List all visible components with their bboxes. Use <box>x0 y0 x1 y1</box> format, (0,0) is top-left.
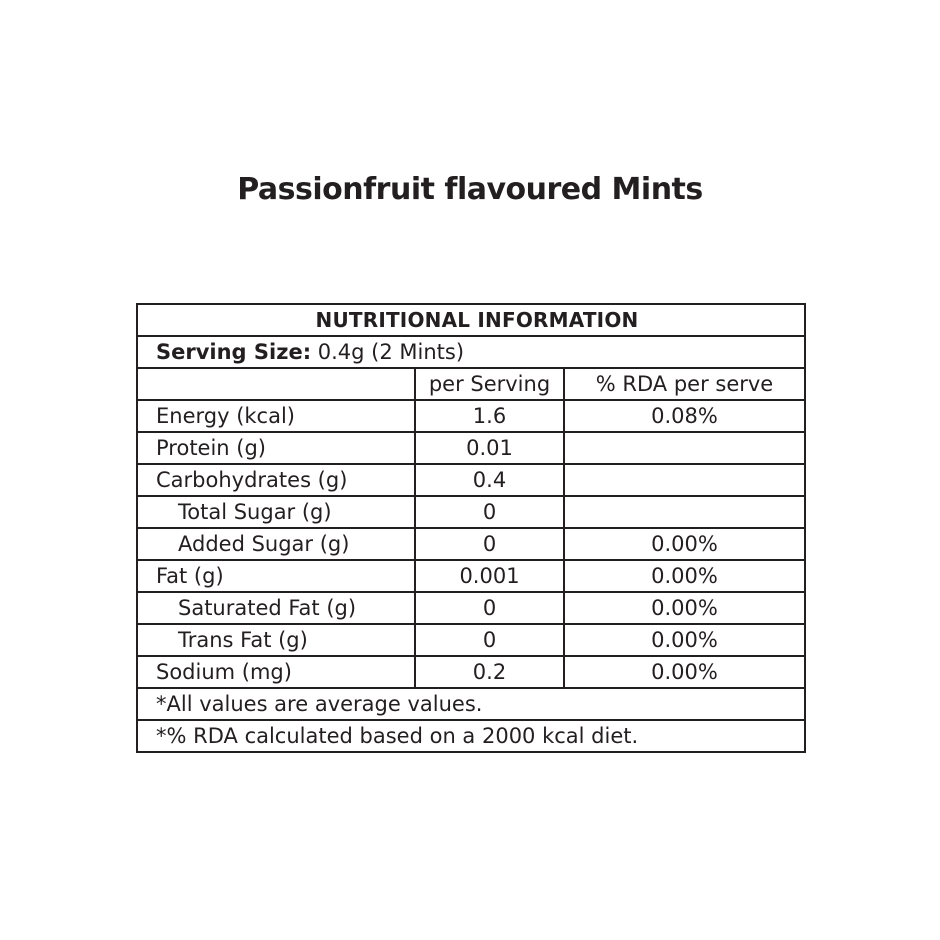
nutrient-per-serving: 0.01 <box>415 432 564 464</box>
nutrient-name: Fat (g) <box>137 560 415 592</box>
table-row <box>137 432 805 464</box>
nutrient-per-serving: 0 <box>415 624 564 656</box>
nutrient-name: Saturated Fat (g) <box>137 592 415 624</box>
nutrient-name: Total Sugar (g) <box>137 496 415 528</box>
table-row <box>137 528 805 560</box>
product-title: Passionfruit flavoured Mints <box>237 172 703 207</box>
nutrition-table <box>136 303 806 753</box>
serving-size-label: Serving Size: <box>156 340 312 364</box>
nutrient-per-serving: 1.6 <box>415 400 564 432</box>
table-row <box>137 400 805 432</box>
table-row <box>137 560 805 592</box>
nutrient-name: Sodium (mg) <box>137 656 415 688</box>
footnote-average-values: *All values are average values. <box>137 688 805 720</box>
table-row <box>137 624 805 656</box>
footnote-rda-basis: *% RDA calculated based on a 2000 kcal diet. <box>137 720 805 752</box>
table-row <box>137 592 805 624</box>
column-header-row <box>137 368 805 400</box>
nutrient-name: Carbohydrates (g) <box>137 464 415 496</box>
footnote-row <box>137 688 805 720</box>
nutrient-per-serving: 0 <box>415 592 564 624</box>
column-header-nutrient <box>137 368 415 400</box>
serving-size-cell <box>137 336 805 368</box>
serving-size-value: 0.4g (2 Mints) <box>311 340 465 364</box>
column-header-per-serving: per Serving <box>415 368 564 400</box>
nutrient-rda: 0.00% <box>564 560 805 592</box>
nutrient-rda: 0.00% <box>564 528 805 560</box>
nutrient-name: Added Sugar (g) <box>137 528 415 560</box>
nutrient-rda: 0.00% <box>564 624 805 656</box>
table-row <box>137 496 805 528</box>
nutrient-per-serving: 0.2 <box>415 656 564 688</box>
nutrient-name: Protein (g) <box>137 432 415 464</box>
nutrient-per-serving: 0 <box>415 528 564 560</box>
nutrient-rda: 0.08% <box>564 400 805 432</box>
nutrient-rda <box>564 432 805 464</box>
table-heading: NUTRITIONAL INFORMATION <box>137 304 805 336</box>
table-heading-row <box>137 304 805 336</box>
nutrient-name: Energy (kcal) <box>137 400 415 432</box>
nutrient-rda: 0.00% <box>564 592 805 624</box>
nutrient-per-serving: 0.4 <box>415 464 564 496</box>
footnote-row <box>137 720 805 752</box>
nutrient-per-serving: 0.001 <box>415 560 564 592</box>
table-row <box>137 656 805 688</box>
table-row <box>137 464 805 496</box>
nutrient-rda <box>564 496 805 528</box>
column-header-rda: % RDA per serve <box>564 368 805 400</box>
nutrient-per-serving: 0 <box>415 496 564 528</box>
nutrient-rda <box>564 464 805 496</box>
serving-size-row <box>137 336 805 368</box>
nutrient-name: Trans Fat (g) <box>137 624 415 656</box>
nutrient-rda: 0.00% <box>564 656 805 688</box>
